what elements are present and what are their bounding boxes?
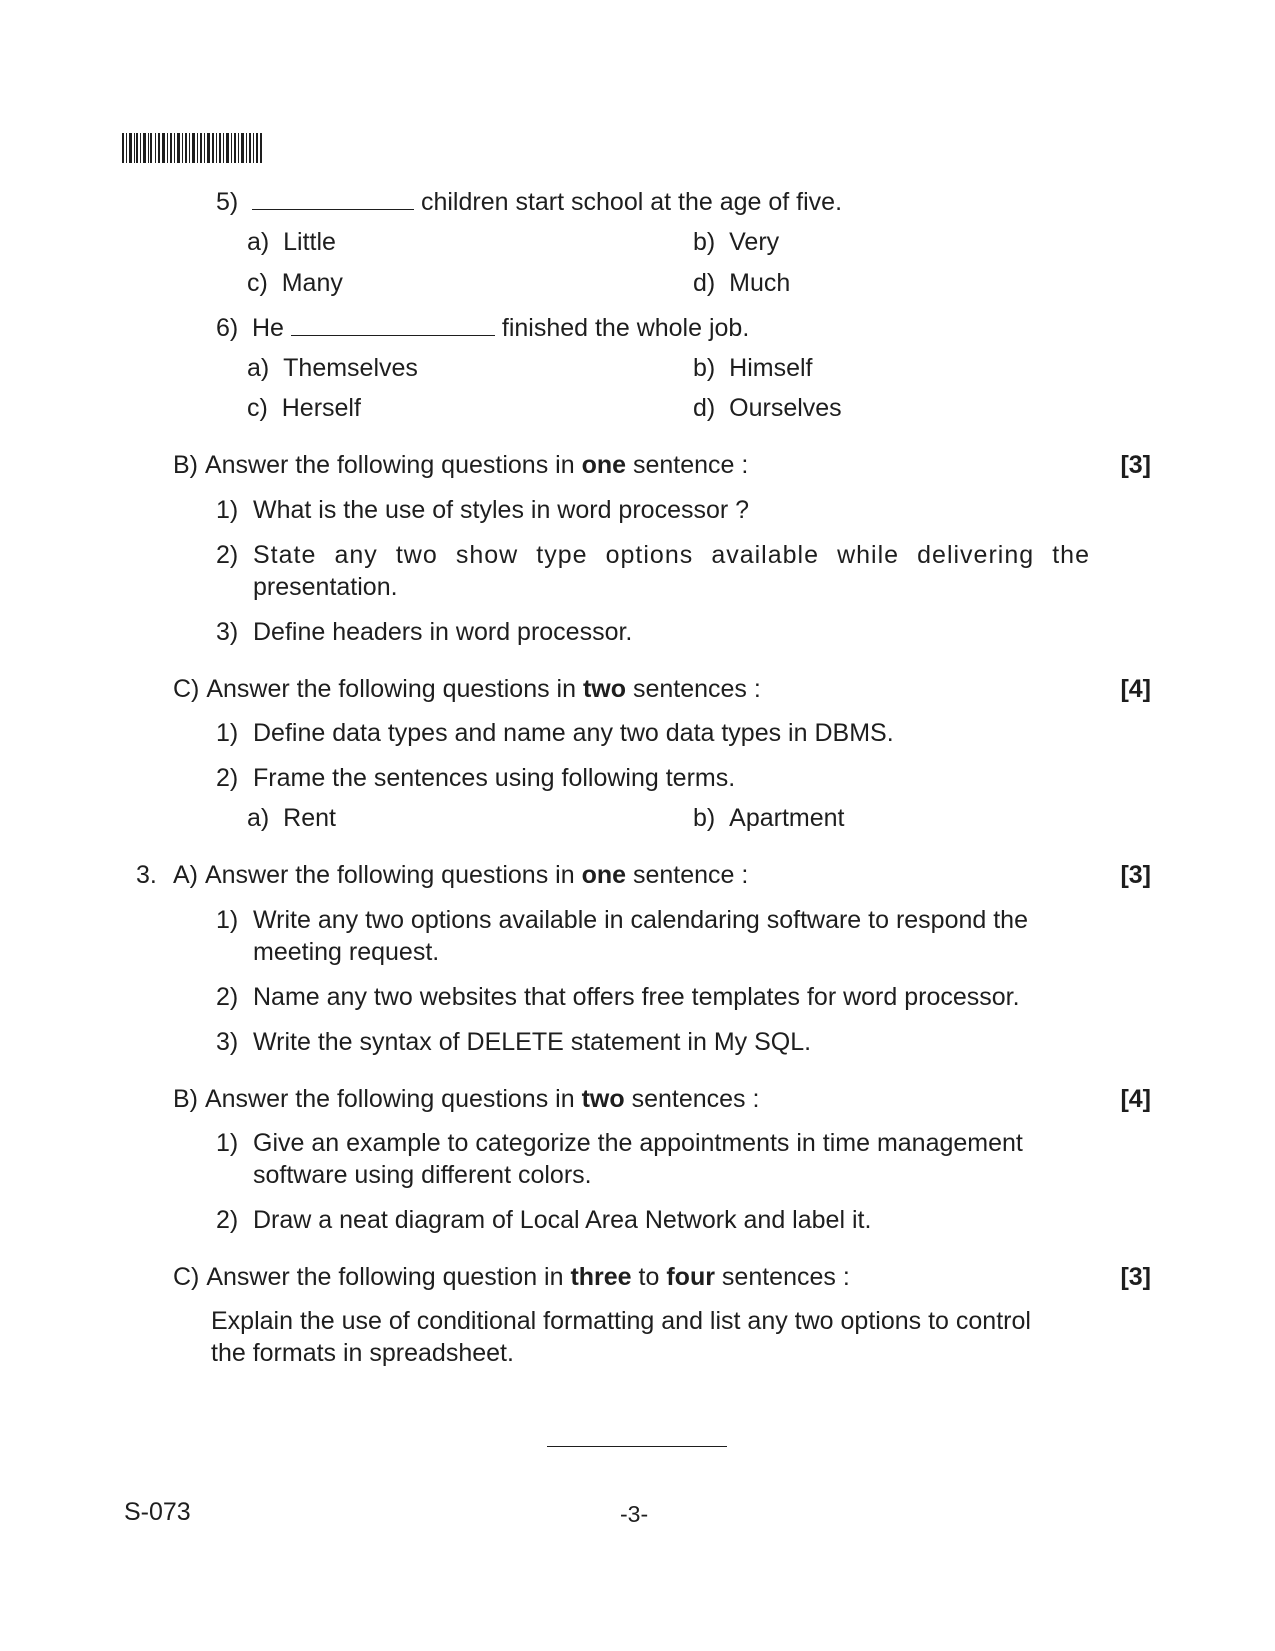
question-text: Draw a neat diagram of Local Area Network and label it. <box>253 1206 872 1234</box>
question-text-cont: the formats in spreadsheet. <box>211 1339 514 1367</box>
section-heading: C) Answer the following questions in two sentences : <box>173 675 761 703</box>
question-number: 3. <box>136 861 157 889</box>
marks-badge: [4] <box>1120 1085 1151 1113</box>
marks-badge: [3] <box>1120 861 1151 889</box>
question-number: 2) <box>216 764 239 792</box>
question-text: Define data types and name any two data types in DBMS. <box>253 719 894 747</box>
question-text: Name any two websites that offers free templates for word processor. <box>253 983 1020 1011</box>
option-c: c) Herself <box>247 394 361 422</box>
question-text: Explain the use of conditional formatting and list any two options to control <box>211 1307 1031 1335</box>
question-text: Define headers in word processor. <box>253 618 633 646</box>
question-number: 2) <box>216 983 239 1011</box>
question-text: What is the use of styles in word processor ? <box>253 496 750 524</box>
question-number: 1) <box>216 1129 239 1157</box>
option-a: a) Little <box>247 228 336 256</box>
marks-badge: [3] <box>1120 451 1151 479</box>
question-text: Write the syntax of DELETE statement in My SQL. <box>253 1028 812 1056</box>
question-number: 1) <box>216 906 239 934</box>
section-heading: B) Answer the following questions in one sentence : <box>173 451 749 479</box>
option-a: a) Themselves <box>247 354 418 382</box>
section-heading: C) Answer the following question in three to four sentences : <box>173 1263 850 1291</box>
option-a: a) Rent <box>247 804 336 832</box>
question-number: 1) <box>216 719 239 747</box>
fill-blank <box>291 315 495 336</box>
question-text: State any two show type options available while delivering the <box>253 541 1090 569</box>
question-text-cont: meeting request. <box>253 938 440 966</box>
marks-badge: [4] <box>1120 675 1151 703</box>
option-c: c) Many <box>247 269 343 297</box>
option-b: b) Very <box>693 228 780 256</box>
end-of-paper-rule <box>547 1446 727 1447</box>
question-text: children start school at the age of five. <box>252 186 842 218</box>
option-b: b) Himself <box>693 354 813 382</box>
question-number: 5) <box>216 188 239 216</box>
question-number: 1) <box>216 496 239 524</box>
paper-code: S-073 <box>124 1498 191 1526</box>
option-b: b) Apartment <box>693 804 845 832</box>
question-text: He finished the whole job. <box>252 314 750 342</box>
question-number: 6) <box>216 314 239 342</box>
question-number: 3) <box>216 618 239 646</box>
fill-blank <box>252 189 414 210</box>
question-number: 2) <box>216 1206 239 1234</box>
question-text: Write any two options available in calendaring software to respond the <box>253 906 1028 934</box>
barcode-image <box>122 133 262 163</box>
question-number: 2) <box>216 541 239 569</box>
option-d: d) Ourselves <box>693 394 842 422</box>
question-text: Give an example to categorize the appointments in time management <box>253 1129 1023 1157</box>
question-number: 3) <box>216 1028 239 1056</box>
option-d: d) Much <box>693 269 791 297</box>
page-number: -3- <box>620 1501 649 1527</box>
section-heading: B) Answer the following questions in two sentences : <box>173 1085 760 1113</box>
question-text-cont: presentation. <box>253 573 398 601</box>
marks-badge: [3] <box>1120 1263 1151 1291</box>
question-text: Frame the sentences using following terms. <box>253 764 736 792</box>
section-heading: A) Answer the following questions in one sentence : <box>173 861 749 889</box>
question-text-cont: software using different colors. <box>253 1161 592 1189</box>
